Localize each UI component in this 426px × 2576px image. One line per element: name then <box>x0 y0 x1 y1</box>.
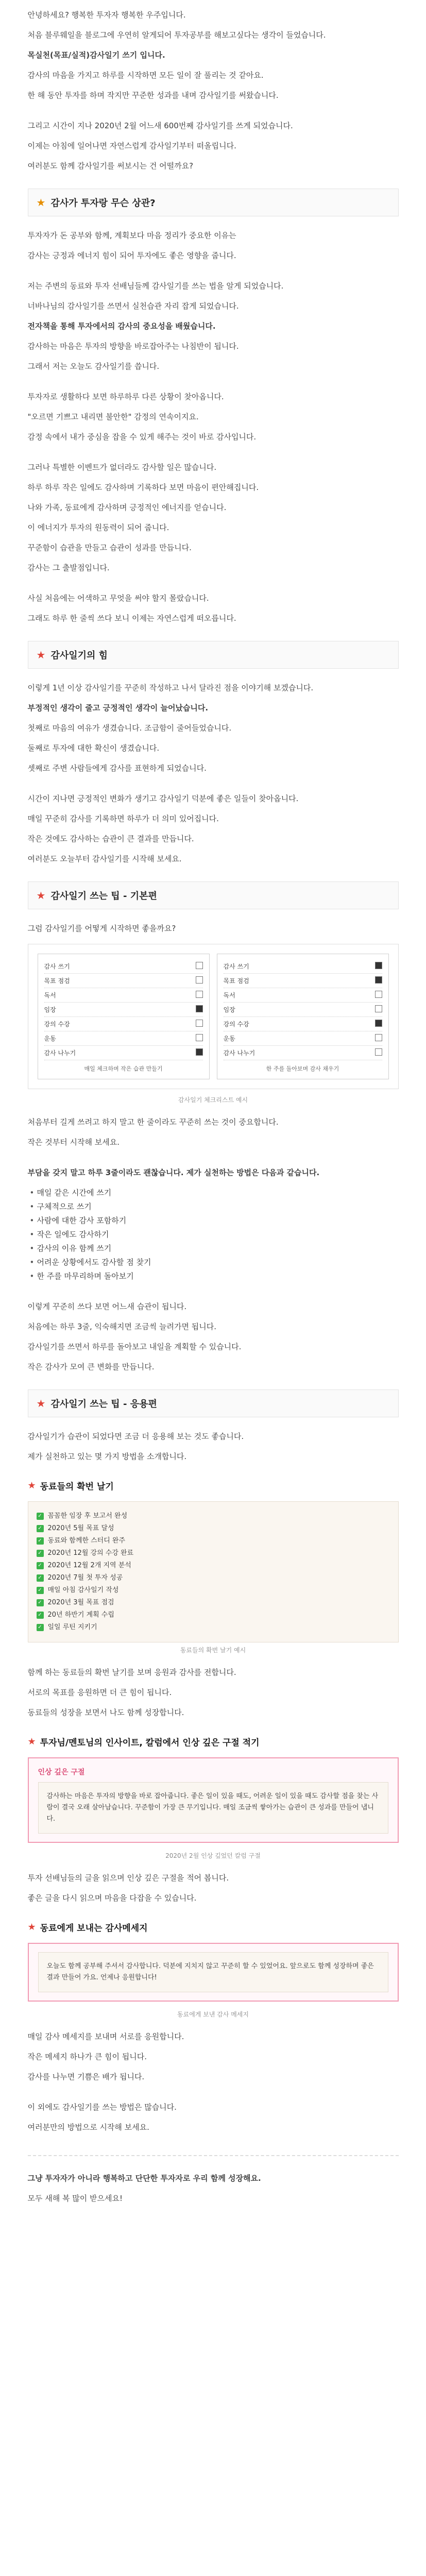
subheading-title: 동료들의 확번 날기 <box>40 1482 114 1492</box>
body-text: 저는 주변의 동료와 투자 선배님들께 감사일기를 쓰는 법을 알게 되었습니다. <box>27 281 284 291</box>
body-text: 부정적인 생각이 줄고 긍정적인 생각이 늘어났습니다. <box>27 703 209 713</box>
checklist-label: 운동 <box>44 1035 56 1042</box>
body-text: 그러나 특별한 이벤트가 없더라도 감사할 일은 많습니다. <box>27 463 217 472</box>
checkbox <box>375 1020 382 1027</box>
check-icon: ✓ <box>37 1513 44 1520</box>
body-text: 사실 처음에는 어색하고 무엇을 써야 할지 몰랐습니다. <box>27 594 209 603</box>
checkbox <box>196 1034 203 1041</box>
checkbox <box>375 976 382 984</box>
check-icon: ✓ <box>37 1537 44 1545</box>
body-text: 꾸준함이 습관을 만들고 습관이 성과를 만듭니다. <box>27 543 192 552</box>
list-item: 동료와 함께한 스터디 완주 <box>47 1537 126 1545</box>
subheading-title: 동료에게 보내는 감사메세지 <box>40 1923 148 1934</box>
section-heading-3 <box>28 882 399 909</box>
checkbox <box>375 1005 382 1012</box>
body-text: 투자 선배님들의 글을 읽으며 인상 깊은 구절을 적어 봅니다. <box>27 1873 229 1883</box>
checkbox <box>196 962 203 969</box>
intro-line: 이제는 아침에 일어나면 자연스럽게 감사일기부터 떠올립니다. <box>27 141 236 150</box>
quote-image <box>28 1757 399 1843</box>
body-text: 작은 것에도 감사하는 습관이 큰 결과를 만듭니다. <box>27 834 194 843</box>
body-text: 이 외에도 감사일기를 쓰는 방법은 많습니다. <box>27 2103 177 2112</box>
divider <box>28 2155 399 2156</box>
star-icon: ★ <box>36 649 46 661</box>
intro-line: 안녕하세요? 행복한 투자자 행복한 우주입니다. <box>27 10 186 20</box>
section-title: 감사가 투자랑 무슨 상관? <box>50 198 156 209</box>
body-text: 서로의 목표를 응원하면 더 큰 힘이 됩니다. <box>27 1688 172 1697</box>
checklist-label: 감사 쓰기 <box>223 963 249 970</box>
body-text: 시간이 지나면 긍정적인 변화가 생기고 감사일기 덕분에 좋은 일들이 찾아옵니다. <box>27 794 299 803</box>
subheading-title: 투자님/멘토님의 인사이트, 칼럼에서 인상 깊은 구절 적기 <box>40 1738 260 1748</box>
star-icon: ★ <box>36 889 46 902</box>
checkbox <box>196 991 203 998</box>
checkbox <box>375 962 382 969</box>
checklist-left <box>38 954 210 1079</box>
section-title: 감사일기의 힘 <box>50 650 108 661</box>
checkbox <box>375 991 382 998</box>
list-item: 20년 하반기 계획 수립 <box>47 1611 114 1619</box>
list-item: • 사람에 대한 감사 포함하기 <box>28 1214 399 1228</box>
body-text: 부담을 갖지 말고 하루 3줄이라도 괜찮습니다. 제가 실천하는 방법은 다음과 같습니다. <box>27 1168 320 1177</box>
body-text: 작은 감사가 모여 큰 변화를 만듭니다. <box>27 1362 155 1371</box>
section-title: 감사일기 쓰는 팁 - 기본편 <box>50 891 157 902</box>
subheading-3 <box>28 1921 399 1934</box>
checklist-label: 독서 <box>44 992 56 999</box>
section-title: 감사일기 쓰는 팁 - 응용편 <box>50 1399 157 1410</box>
intro-line: 여러분도 함께 감사일기를 써보시는 건 어떨까요? <box>27 161 194 171</box>
check-icon: ✓ <box>37 1525 44 1532</box>
body-text: 제가 실천하고 있는 몇 가지 방법을 소개합니다. <box>27 1452 187 1461</box>
subheading-2 <box>28 1735 399 1748</box>
list-item: • 구체적으로 쓰기 <box>28 1200 399 1214</box>
body-text: 감사일기가 습관이 되었다면 조금 더 응용해 보는 것도 좋습니다. <box>27 1432 244 1441</box>
quote-text: 감사하는 마음은 투자의 방향을 바로 잡아줍니다. 좋은 일이 있을 때도, 어려운 일이 있을 때도 감사할 점을 찾는 사람이 결국 오래 살아남습니다. 꾸준함이 가장 큰 무기입니다. 매일 조금씩 쌓아가는 습관이 큰 성과를 만들어 냅니다. <box>46 1792 379 1823</box>
section-heading-4 <box>28 1389 399 1417</box>
body-text: 감정 속에서 내가 중심을 잡을 수 있게 해주는 것이 바로 감사입니다. <box>27 432 257 442</box>
body-text: 감사하는 마음은 투자의 방향을 바로잡아주는 나침반이 됩니다. <box>27 342 239 351</box>
image-caption: 동료에게 보낸 감사 메세지 <box>177 2011 249 2018</box>
achievement-list-image <box>28 1501 399 1642</box>
body-text: 투자자로 생활하다 보면 하루하루 다른 상황이 찾아옵니다. <box>27 392 224 401</box>
quote-body <box>38 1782 388 1834</box>
checklist-footnote: 매일 체크하며 작은 습관 만들기 <box>84 1065 163 1072</box>
quote-title: 인상 깊은 구절 <box>38 1768 85 1776</box>
list-item: 꼼꼼한 임장 후 보고서 완성 <box>47 1512 128 1520</box>
body-text: 여러분만의 방법으로 시작해 보세요. <box>27 2123 149 2132</box>
checklist-label: 강의 수강 <box>223 1021 249 1028</box>
body-text: 함께 하는 동료들의 확번 날기를 보며 응원과 감사를 전합니다. <box>27 1668 236 1677</box>
body-text: 매일 감사 메세지를 보내며 서로를 응원합니다. <box>27 2032 184 2041</box>
checklist-footnote: 한 주를 돌아보며 감사 채우기 <box>266 1065 339 1072</box>
checklist-label: 감사 쓰기 <box>44 963 70 970</box>
body-text: 처음에는 하루 3줄, 익숙해지면 조금씩 늘려가면 됩니다. <box>27 1322 216 1331</box>
checklist-label: 감사 나누기 <box>44 1049 76 1057</box>
body-text: 그래서 저는 오늘도 감사일기를 씁니다. <box>27 362 160 371</box>
list-item: 2020년 12월 강의 수강 완료 <box>47 1549 134 1557</box>
body-text: 그럼 감사일기를 어떻게 시작하면 좋을까요? <box>27 924 176 933</box>
list-item: • 어려운 상황에서도 감사할 점 찾기 <box>28 1256 399 1269</box>
checklist-label: 목표 점검 <box>44 977 70 985</box>
list-item: 2020년 7월 첫 투자 성공 <box>47 1574 123 1582</box>
body-text: 전자책을 통해 투자에서의 감사의 중요성을 배웠습니다. <box>27 321 216 331</box>
body-text: 셋째로 주변 사람들에게 감사를 표현하게 되었습니다. <box>27 764 207 773</box>
body-text: 이렇게 1년 이상 감사일기를 꾸준히 작성하고 나서 달라진 점을 이야기해 보겠습니다. <box>27 683 314 692</box>
check-icon: ✓ <box>37 1562 44 1569</box>
intro-line: 감사의 마음을 가지고 하루를 시작하면 모든 일이 잘 풀리는 것 같아요. <box>27 71 264 80</box>
image-caption: 감사일기 체크리스트 예시 <box>178 1096 248 1104</box>
image-caption: 동료들의 확번 날기 예시 <box>180 1647 246 1654</box>
body-text: 나와 가족, 동료에게 감사하며 긍정적인 에너지를 얻습니다. <box>27 503 227 512</box>
list-item: • 매일 같은 시간에 쓰기 <box>28 1186 399 1200</box>
checklist-label: 임장 <box>223 1006 235 1013</box>
star-icon: ★ <box>27 1736 36 1747</box>
star-icon: ★ <box>27 1922 36 1933</box>
star-icon: ★ <box>36 1397 46 1410</box>
body-text: 첫째로 마음의 여유가 생겼습니다. 조급함이 줄어들었습니다. <box>27 723 232 733</box>
message-image <box>28 1943 399 2002</box>
check-icon: ✓ <box>37 1599 44 1606</box>
list-item: 일일 루틴 지키기 <box>47 1623 97 1631</box>
body-text: 이 에너지가 투자의 원동력이 되어 줍니다. <box>27 523 169 532</box>
check-icon: ✓ <box>37 1587 44 1594</box>
body-text: 감사는 긍정과 에너지 힘이 되어 투자에도 좋은 영향을 줍니다. <box>27 251 236 260</box>
checkbox <box>196 1020 203 1027</box>
body-text: "오르면 기쁘고 내리면 불안한" 감정의 연속이지요. <box>27 412 199 421</box>
checklist-label: 운동 <box>223 1035 235 1042</box>
checklist-image <box>28 944 399 1089</box>
message-text: 오늘도 함께 공부해 주셔서 감사합니다. 덕분에 지치지 않고 꾸준히 할 수 있었어요. 앞으로도 함께 성장하며 좋은 결과 만들어 가요. 언제나 응원합니다! <box>46 1962 374 1981</box>
checklist-right <box>217 954 389 1079</box>
body-text: 둘째로 투자에 대한 확신이 생겼습니다. <box>27 743 160 753</box>
checklist-label: 독서 <box>223 992 235 999</box>
star-icon: ★ <box>36 196 46 209</box>
list-item: 매일 아침 감사일기 작성 <box>47 1586 119 1594</box>
checklist-label: 감사 나누기 <box>223 1049 255 1057</box>
image-caption: 2020년 2월 인상 깊었던 칼럼 구절 <box>165 1852 261 1859</box>
post-body <box>28 0 399 2206</box>
body-text: 동료들의 성장을 보면서 나도 함께 성장합니다. <box>27 1708 184 1717</box>
section-heading-2 <box>28 641 399 669</box>
body-text: 감사일기를 쓰면서 하루를 돌아보고 내일을 계획할 수 있습니다. <box>27 1342 242 1351</box>
body-text: 좋은 글을 다시 읽으며 마음을 다잡을 수 있습니다. <box>27 1893 197 1903</box>
body-text: 여러분도 오늘부터 감사일기를 시작해 보세요. <box>27 854 182 863</box>
body-text: 감사를 나누면 기쁨은 배가 됩니다. <box>27 2072 145 2081</box>
check-icon: ✓ <box>37 1550 44 1557</box>
list-item: • 감사의 이유 함께 쓰기 <box>28 1242 399 1256</box>
intro-line: 그리고 시간이 지나 2020년 2월 어느새 600번째 감사일기를 쓰게 되었습니다. <box>27 121 293 130</box>
star-icon: ★ <box>27 1480 36 1491</box>
list-item: 2020년 5월 목표 달성 <box>47 1524 114 1532</box>
body-text: 투자자가 돈 공부와 함께, 계획보다 마음 정리가 중요한 이유는 <box>27 231 236 240</box>
subheading-1 <box>28 1479 399 1492</box>
closing-text: 그냥 투자자가 아니라 행복하고 단단한 투자자로 우리 함께 성장해요. <box>27 2174 261 2183</box>
list-item: • 작은 일에도 감사하기 <box>28 1228 399 1242</box>
list-item: 2020년 12월 2개 지역 분석 <box>47 1562 131 1569</box>
check-icon: ✓ <box>37 1624 44 1631</box>
checklist-label: 임장 <box>44 1006 56 1013</box>
intro-line: 한 해 동안 투자를 하며 작지만 꾸준한 성과를 내며 감사일기를 써왔습니다. <box>27 91 279 100</box>
intro-line: 처음 블루웨일을 블로그에 우연히 알게되어 투자공부를 해보고싶다는 생각이 들었습니다. <box>27 30 326 40</box>
intro-line: 목실천(목표/실적)감사일기 쓰기 입니다. <box>27 50 165 60</box>
body-text: 작은 메세지 하나가 큰 힘이 됩니다. <box>27 2052 147 2061</box>
list-item: 2020년 3월 목표 점검 <box>47 1599 114 1606</box>
message-body <box>38 1952 388 1992</box>
closing-text: 모두 새해 복 많이 받으세요! <box>27 2194 123 2203</box>
body-text: 감사는 그 출발점입니다. <box>27 563 110 572</box>
body-text: 처음부터 길게 쓰려고 하지 말고 한 줄이라도 꾸준히 쓰는 것이 중요합니다. <box>27 1117 279 1127</box>
body-text: 매일 꾸준히 감사를 기록하면 하루가 더 의미 있어집니다. <box>27 814 219 823</box>
list-item: • 한 주를 마무리하며 돌아보기 <box>28 1269 399 1283</box>
checklist-label: 강의 수강 <box>44 1021 70 1028</box>
checkbox <box>375 1048 382 1056</box>
tip-list <box>28 1186 399 1283</box>
section-heading-1 <box>28 189 399 216</box>
checkbox <box>196 1048 203 1056</box>
body-text: 그래도 하루 한 줄씩 쓰다 보니 이제는 자연스럽게 떠오릅니다. <box>27 614 236 623</box>
body-text: 작은 것부터 시작해 보세요. <box>27 1138 120 1147</box>
body-text: 너바나님의 감사일기를 쓰면서 실천습관 자리 잡게 되었습니다. <box>27 301 239 311</box>
checkbox <box>375 1034 382 1041</box>
check-icon: ✓ <box>37 1574 44 1582</box>
checkbox <box>196 1005 203 1012</box>
body-text: 이렇게 꾸준히 쓰다 보면 어느새 습관이 됩니다. <box>27 1302 187 1311</box>
checklist-label: 목표 점검 <box>223 977 249 985</box>
check-icon: ✓ <box>37 1612 44 1619</box>
checkbox <box>196 976 203 984</box>
body-text: 하루 하루 작은 일에도 감사하며 기록하다 보면 마음이 편안해집니다. <box>27 483 259 492</box>
